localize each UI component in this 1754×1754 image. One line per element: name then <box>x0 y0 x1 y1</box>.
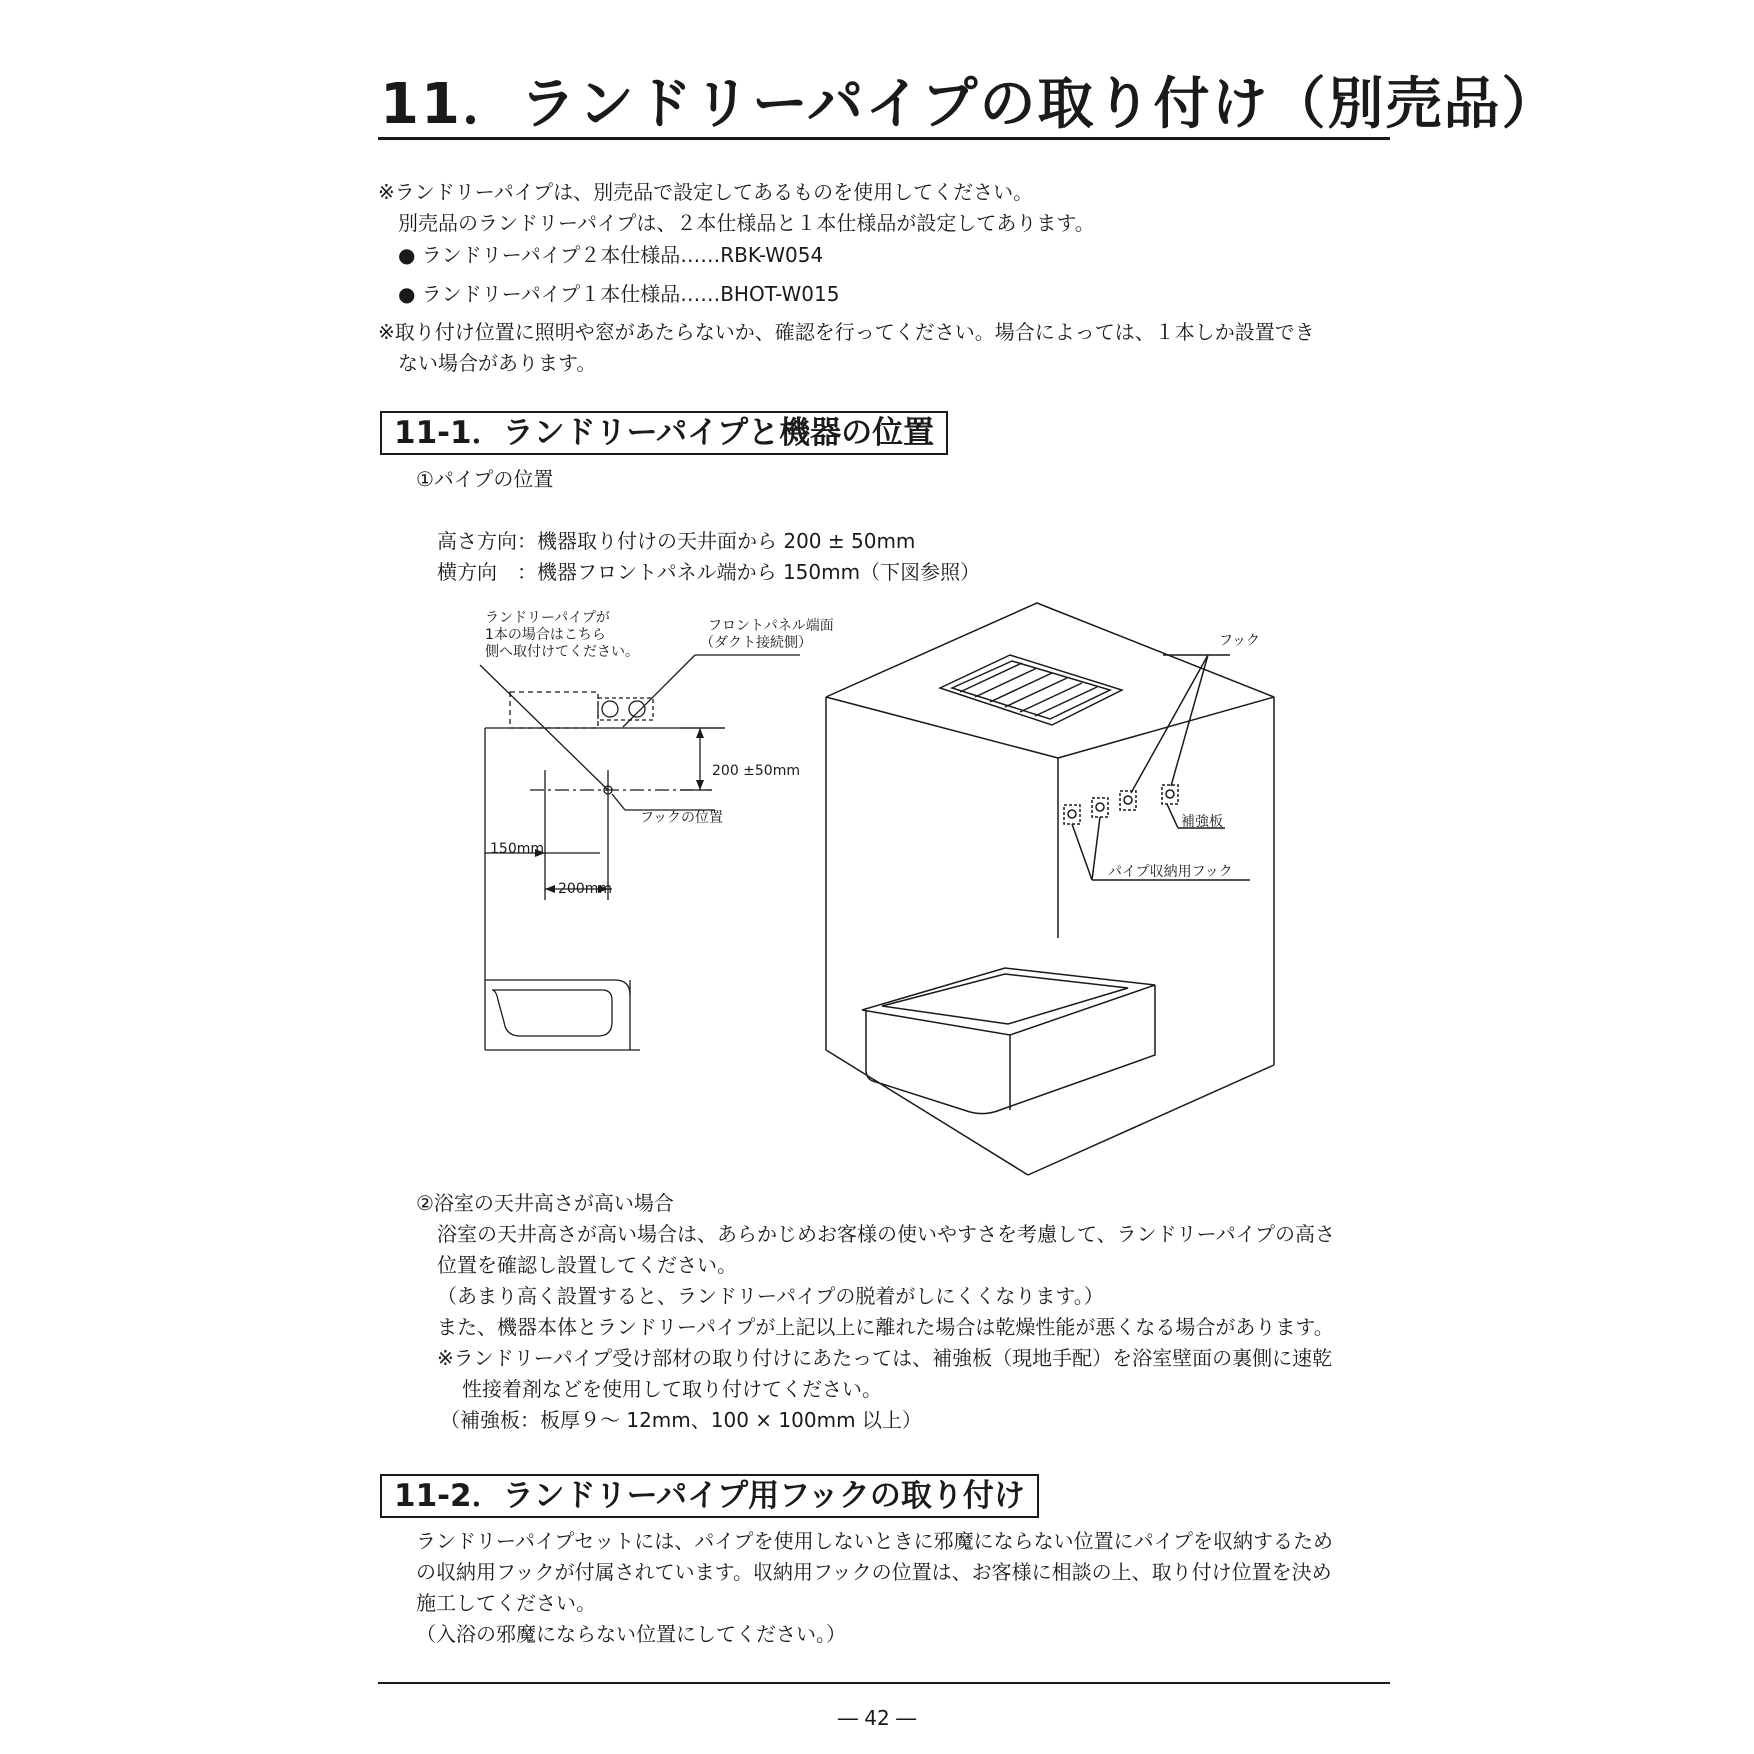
page-number: ― 42 ― <box>837 1706 917 1730</box>
reinforcement-board-label: 補強板 <box>1181 814 1223 830</box>
section-heading-11-1: 11-1．ランドリーパイプと機器の位置 <box>380 411 948 455</box>
intro-bullet-1: ● ランドリーパイプ２本仕様品……RBK-W054 <box>398 243 824 267</box>
intro-note-1: ※ランドリーパイプは、別売品で設定してあるものを使用してください。 <box>378 180 1034 204</box>
high-ceiling-p4: また、機器本体とランドリーパイプが上記以上に離れた場合は乾燥性能が悪くなる場合があります。 <box>437 1315 1334 1339</box>
hook-install-p4: （入浴の邪魔にならない位置にしてください。） <box>416 1622 846 1646</box>
single-pipe-note-line2: 1本の場合はこちら <box>485 627 606 643</box>
side-rule: 横方向 ：機器フロントパネル端から 150mm（下図参照） <box>437 560 981 584</box>
footer-rule <box>378 1682 1390 1684</box>
high-ceiling-p1: 浴室の天井高さが高い場合は、あらかじめお客様の使いやすさを考慮して、ランドリーパイプの高さ <box>437 1222 1335 1246</box>
intro-bullet-2: ● ランドリーパイプ１本仕様品……BHOT-W015 <box>398 282 840 306</box>
high-ceiling-p5: ※ランドリーパイプ受け部材の取り付けにあたっては、補強板（現地手配）を浴室壁面の裏側に速乾 <box>437 1346 1333 1370</box>
pipe-position-label: ①パイプの位置 <box>416 467 554 491</box>
high-ceiling-p6: 性接着剤などを使用して取り付けてください。 <box>462 1377 882 1401</box>
hook-install-p1: ランドリーパイプセットには、パイプを使用しないときに邪魔にならない位置にパイプを収納するため <box>416 1529 1333 1553</box>
dimension-150-label: 150mm <box>490 841 544 857</box>
hook-label: フック <box>1219 633 1261 649</box>
high-ceiling-p7: （補強板：板厚９～ 12mm、100 × 100mm 以上） <box>440 1408 922 1432</box>
front-panel-label-line2: （ダクト接続側） <box>700 635 812 651</box>
single-pipe-note-line1: ランドリーパイプが <box>485 610 610 626</box>
height-dimension-label: 200 ±50mm <box>712 763 800 779</box>
high-ceiling-p2: 位置を確認し設置してください。 <box>437 1253 737 1277</box>
hook-install-p2: の収納用フックが付属されています。収納用フックの位置は、お客様に相談の上、取り付け位置を決め <box>416 1560 1332 1584</box>
storage-hook-label: パイプ収納用フック <box>1108 864 1233 880</box>
front-panel-label-line1: フロントパネル端面 <box>708 618 834 634</box>
section-heading-11-2: 11-2．ランドリーパイプ用フックの取り付け <box>380 1474 1039 1518</box>
height-rule: 高さ方向：機器取り付けの天井面から 200 ± 50mm <box>437 529 916 553</box>
page-title: 11．ランドリーパイプの取り付け（別売品） <box>380 72 1560 137</box>
intro-note-2: 別売品のランドリーパイプは、２本仕様品と１本仕様品が設定してあります。 <box>398 211 1095 235</box>
dimension-200-label: 200mm <box>558 881 612 897</box>
high-ceiling-p3: （あまり高く設置すると、ランドリーパイプの脱着がしにくくなります。） <box>437 1284 1104 1308</box>
high-ceiling-label: ②浴室の天井高さが高い場合 <box>416 1191 674 1215</box>
intro-note-4: ない場合があります。 <box>398 351 597 375</box>
hook-install-p3: 施工してください。 <box>416 1591 596 1615</box>
intro-note-3: ※取り付け位置に照明や窓があたらないか、確認を行ってください。場合によっては、１本しか設置でき <box>378 320 1315 344</box>
single-pipe-note-line3: 側へ取付けてください。 <box>485 644 639 660</box>
hook-position-label: フックの位置 <box>640 810 724 826</box>
